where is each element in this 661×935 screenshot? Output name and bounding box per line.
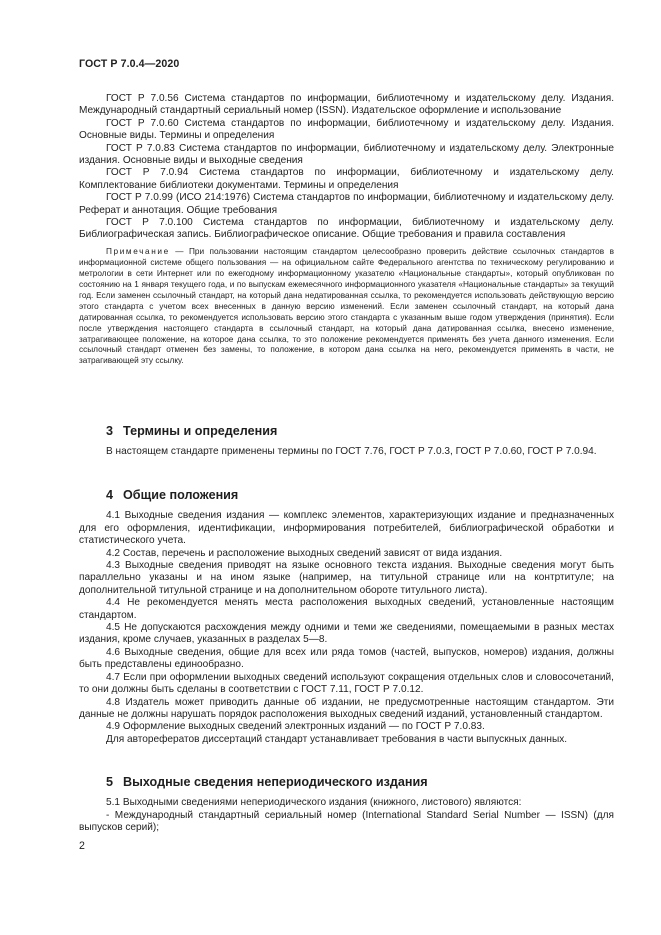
paragraph: 4.8 Издатель может приводить данные об издании, не предусмотренные настоящим стандартом. Эти данные не должны нарушать порядок расположения выходных сведений изданий, установленный стандартом. — [79, 696, 614, 720]
section-heading — [79, 425, 614, 437]
section-number: 3 — [106, 424, 114, 438]
paragraph: 4.3 Выходные сведения приводят на языке основного текста издания. Выходные сведения могут быть параллельно указаны и на ином языке (например, на титульной странице или на контртитуле; на дополнительной титульной странице и на дополнительном обороте титульного листа). — [79, 560, 614, 596]
paragraph: В настоящем стандарте применены термины по ГОСТ 7.76, ГОСТ Р 7.0.3, ГОСТ Р 7.0.60, ГОСТ Р 7.0.94. — [106, 446, 597, 458]
running-header: ГОСТ Р 7.0.4—2020 — [79, 58, 180, 70]
section-5 — [79, 776, 614, 835]
section-number: 5 — [106, 775, 114, 789]
note — [79, 247, 614, 367]
section-heading — [79, 776, 614, 788]
paragraph: 4.1 Выходные сведения издания — комплекс элементов, характеризующих издание и предназначенных для его оформления, идентификации, информирования потребителей, библиографической обработки и статистического учета. — [79, 510, 614, 547]
note-text: — При пользовании настоящим стандартом целесообразно проверить действие ссылочных стандартов в информационной системе общего пользования — на официальном сайте Федерального агентства по техническому регулированию и метрологии в сети Интернет или по ежегодному информационному указателю «Национальные стандарты», который опубликован по состоянию на 1 января текущего года, и по выпускам ежемесячного информационного указателя «Национальные стандарты» за текущий год. Если заменен ссылочный стандарт, на который дана недатированная ссылка, то рекомендуется использовать действующую версию этого стандарта с учетом всех внесенных в данную версию изменений. Если заменен ссылочный стандарт, на который дана датированная ссылка, то рекомендуется использовать версию этого стандарта с указанным выше годом утверждения (принятия). Если после утверждения настоящего стандарта в ссылочный стандарт, на который дана датированная ссылка, внесено изменение, затрагивающее положение, на которое дана ссылка, то это положение рекомендуется применять без учета данного изменения. Если ссылочный стандарт отменен без замены, то положение, в котором дана ссылка на него, рекомендуется применять в части, не затрагивающей эту ссылку. — [79, 246, 614, 366]
section-title: Общие положения — [123, 488, 239, 502]
reference-item: ГОСТ Р 7.0.83 Система стандартов по информации, библиотечному и издательскому делу. Электронные издания. Основные виды и выходные сведения — [79, 142, 614, 167]
reference-item: ГОСТ Р 7.0.56 Система стандартов по информации, библиотечному и издательскому делу. Издания. Международный стандартный сериальный номер (ISSN). Издательское оформление и использование — [79, 93, 614, 117]
section-4 — [79, 489, 614, 746]
normative-references — [79, 93, 614, 367]
paragraph: 4.9 Оформление выходных сведений электронных изданий — по ГОСТ Р 7.0.83. — [106, 721, 485, 733]
list-item: - Международный стандартный сериальный номер (International Standard Serial Number — ISSN) (для выпусков серий); — [79, 809, 614, 834]
section-heading — [79, 489, 614, 501]
paragraph: 4.2 Состав, перечень и расположение выходных сведений зависят от вида издания. — [106, 547, 503, 559]
section-title: Термины и определения — [123, 424, 278, 438]
section-number: 4 — [106, 488, 114, 502]
paragraph: 4.5 Не допускаются расхождения между одними и теми же сведениями, помещаемыми в разных местах издания, кроме случаев, указанных в разделах 5—8. — [79, 622, 614, 646]
page-number: 2 — [79, 840, 85, 852]
section-title: Выходные сведения непериодического издания — [123, 775, 428, 789]
note-label: Примечание — [106, 246, 170, 256]
section-3 — [79, 425, 614, 459]
paragraph: 4.4 Не рекомендуется менять места расположения выходных сведений, установленные настоящим стандартом. — [79, 597, 614, 621]
paragraph: 5.1 Выходными сведениями непериодического издания (книжного, листового) являются: — [106, 797, 522, 809]
reference-item: ГОСТ Р 7.0.94 Система стандартов по информации, библиотечному и издательскому делу. Комплектование библиотеки документами. Термины и определения — [79, 167, 614, 191]
reference-item: ГОСТ Р 7.0.60 Система стандартов по информации, библиотечному и издательскому делу. Издания. Основные виды. Термины и определения — [79, 117, 614, 142]
paragraph: 4.6 Выходные сведения, общие для всех или ряда томов (частей, выпусков, номеров) издания, должны быть представлены единообразно. — [79, 646, 614, 671]
paragraph: Для авторефератов диссертаций стандарт устанавливает требования в части выпускных данных. — [106, 733, 568, 745]
paragraph: 4.7 Если при оформлении выходных сведений используют сокращения отдельных слов и словосочетаний, то они должны быть сделаны в соответствии с ГОСТ 7.11, ГОСТ Р 7.0.12. — [79, 671, 614, 696]
reference-item: ГОСТ Р 7.0.100 Система стандартов по информации, библиотечному и издательскому делу. Библиографическая запись. Библиографическое описание. Общие требования и правила составления — [79, 217, 614, 241]
reference-item: ГОСТ Р 7.0.99 (ИСО 214:1976) Система стандартов по информации, библиотечному и издательскому делу. Реферат и аннотация. Общие требования — [79, 192, 614, 216]
